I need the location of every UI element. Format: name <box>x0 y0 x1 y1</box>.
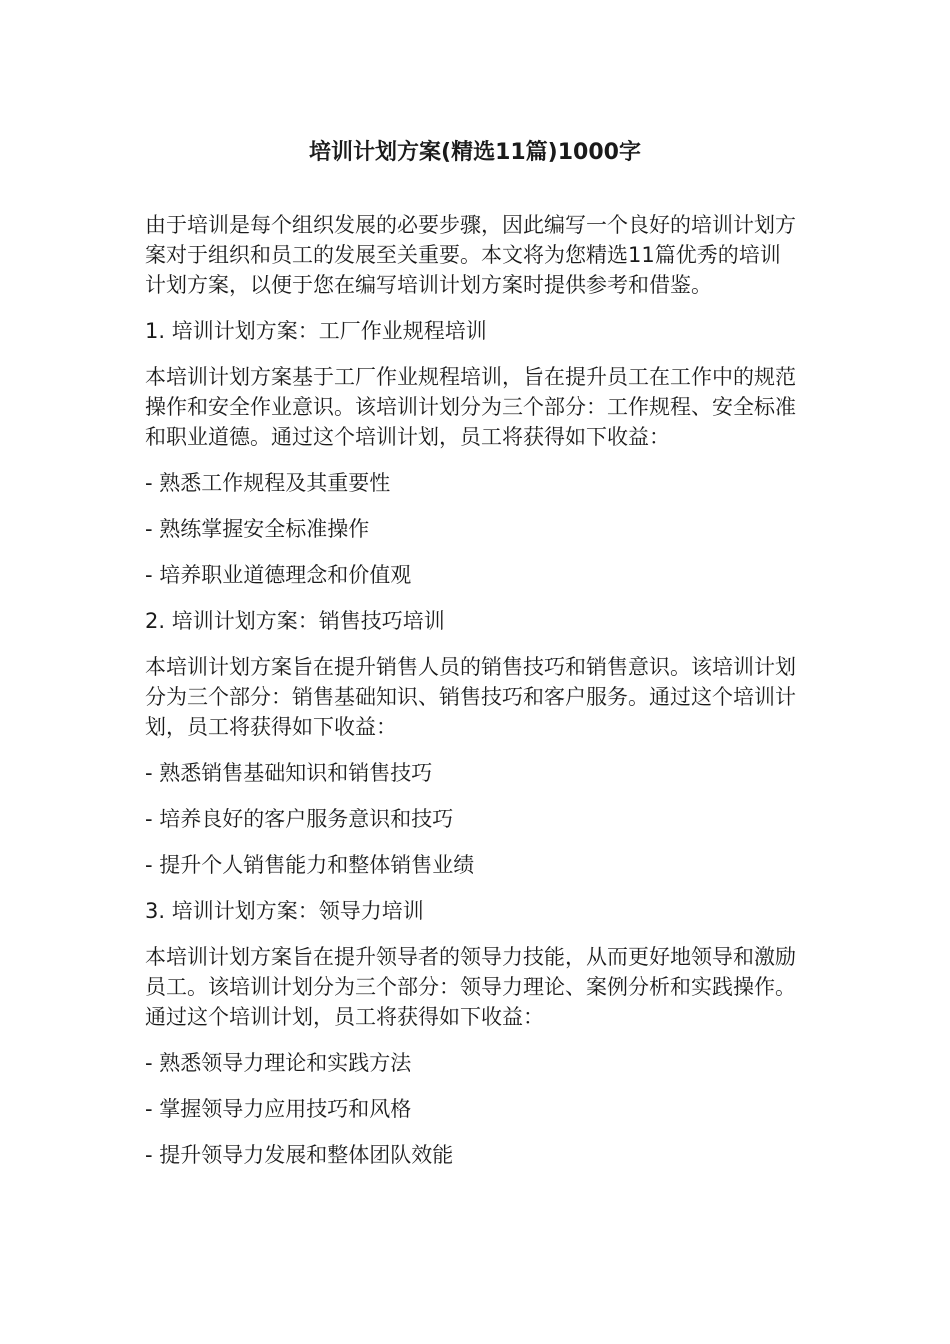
bullet-item: - 熟悉销售基础知识和销售技巧 <box>145 761 433 785</box>
bullet-item: - 提升个人销售能力和整体销售业绩 <box>145 853 475 877</box>
bullet-item: - 熟悉领导力理论和实践方法 <box>145 1051 412 1075</box>
section-paragraph-2: 本培训计划方案旨在提升销售人员的销售技巧和销售意识。该培训计划分为三个部分：销售基础知识、销售技巧和客户服务。通过这个培训计划，员工将获得如下收益： <box>145 655 796 739</box>
bullet-item: - 提升领导力发展和整体团队效能 <box>145 1143 454 1167</box>
section-heading-2: 2. 培训计划方案：销售技巧培训 <box>145 609 445 633</box>
bullet-item: - 熟练掌握安全标准操作 <box>145 517 370 541</box>
section-heading-1: 1. 培训计划方案：工厂作业规程培训 <box>145 319 487 343</box>
bullet-item: - 熟悉工作规程及其重要性 <box>145 471 391 495</box>
section-paragraph-1: 本培训计划方案基于工厂作业规程培训，旨在提升员工在工作中的规范操作和安全作业意识。该培训计划分为三个部分：工作规程、安全标准和职业道德。通过这个培训计划，员工将获得如下收益： <box>145 365 796 449</box>
bullet-item: - 掌握领导力应用技巧和风格 <box>145 1097 412 1121</box>
document-body <box>145 210 797 1186</box>
section-paragraph-3: 本培训计划方案旨在提升领导者的领导力技能，从而更好地领导和激励员工。该培训计划分为三个部分：领导力理论、案例分析和实践操作。通过这个培训计划，员工将获得如下收益： <box>145 945 796 1029</box>
intro-paragraph: 由于培训是每个组织发展的必要步骤，因此编写一个良好的培训计划方案对于组织和员工的发展至关重要。本文将为您精选11篇优秀的培训计划方案，以便于您在编写培训计划方案时提供参考和借鉴。 <box>145 213 796 297</box>
bullet-item: - 培养良好的客户服务意识和技巧 <box>145 807 454 831</box>
section-heading-3: 3. 培训计划方案：领导力培训 <box>145 899 424 923</box>
bullet-item: - 培养职业道德理念和价值观 <box>145 563 412 587</box>
document-title: 培训计划方案(精选11篇)1000字 <box>309 140 641 165</box>
